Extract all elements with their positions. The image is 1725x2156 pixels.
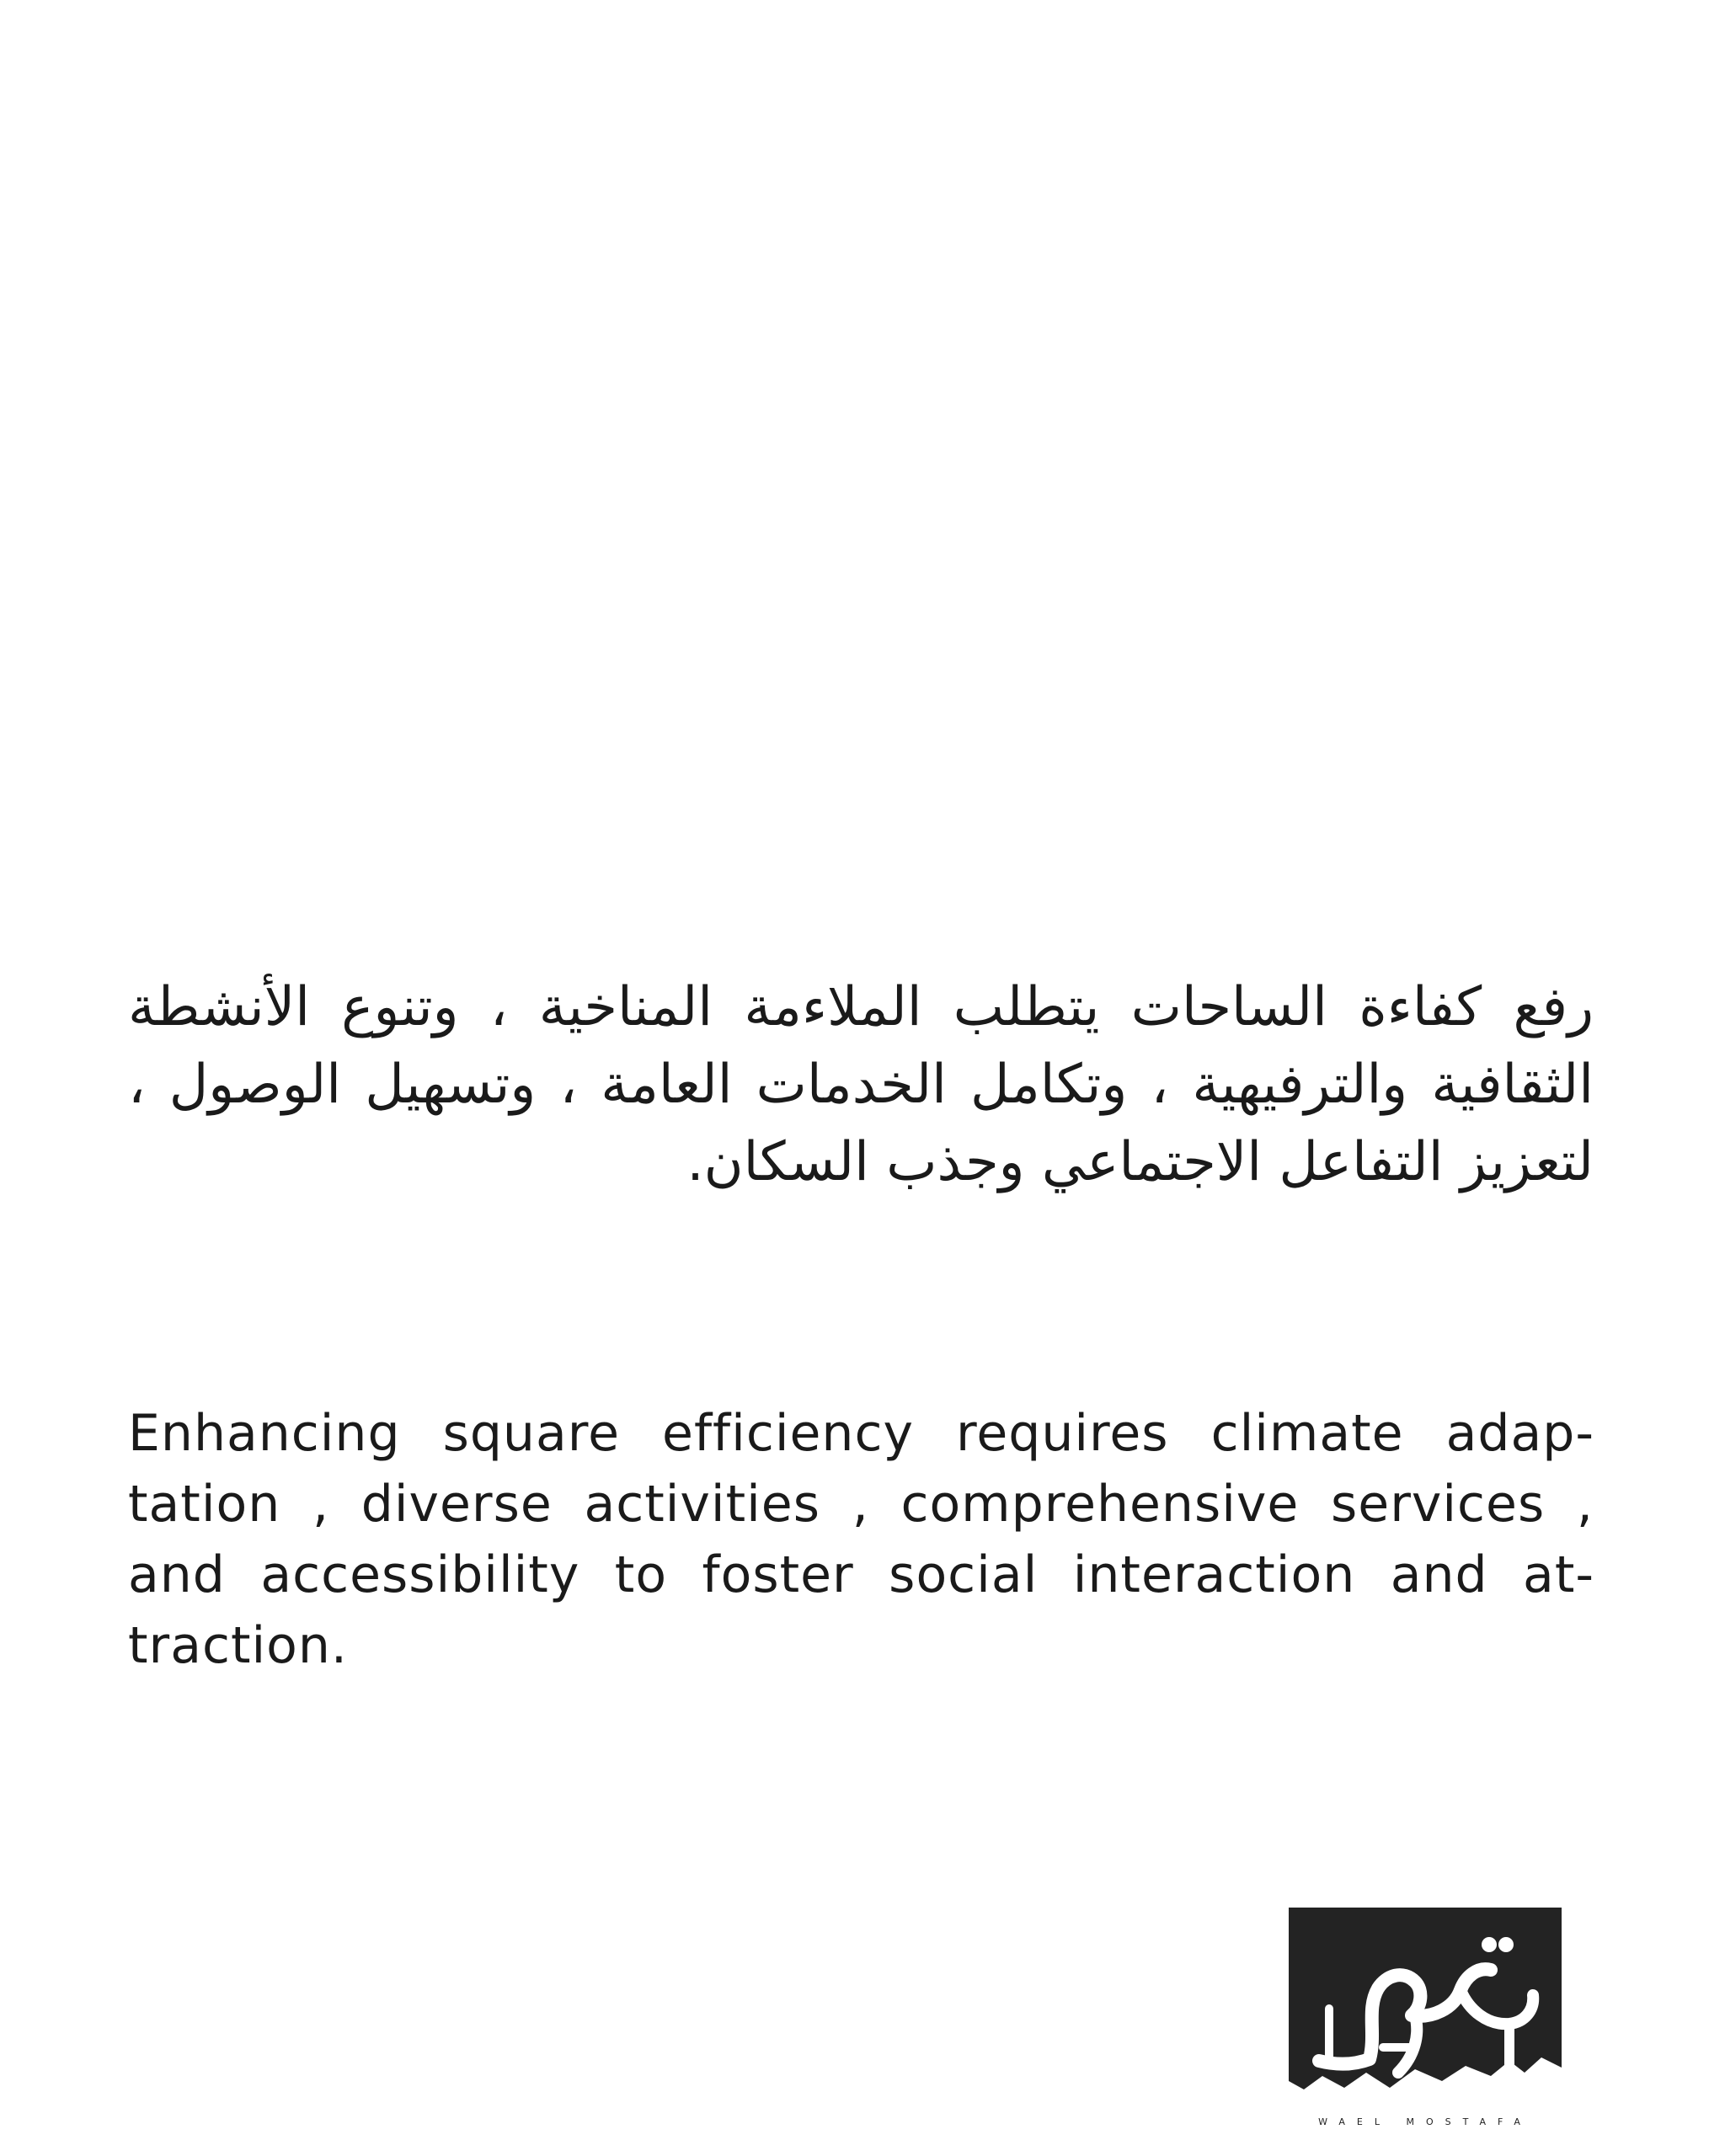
arabic-paragraph: رفع كفاءة الساحات يتطلب الملاءمة المناخية ، وتنوع الأنشطة الثقافية والترفيهية ، وتكامل الخدمات العامة ، وتسهيل الوصول ، لتعزيز التفاعل الاجتماعي وجذب السكان. bbox=[128, 976, 1594, 1193]
calligraphy-logo-icon bbox=[1289, 1908, 1562, 2110]
wael-mostafa-logo bbox=[1289, 1908, 1562, 2139]
logo-caption: WAEL MOSTAFA bbox=[1318, 2116, 1532, 2127]
english-paragraph: Enhancing square efficiency requires climate adaptation , diverse activities , comprehensive services , and accessibility to foster social interaction and attraction. bbox=[128, 1404, 1594, 1675]
